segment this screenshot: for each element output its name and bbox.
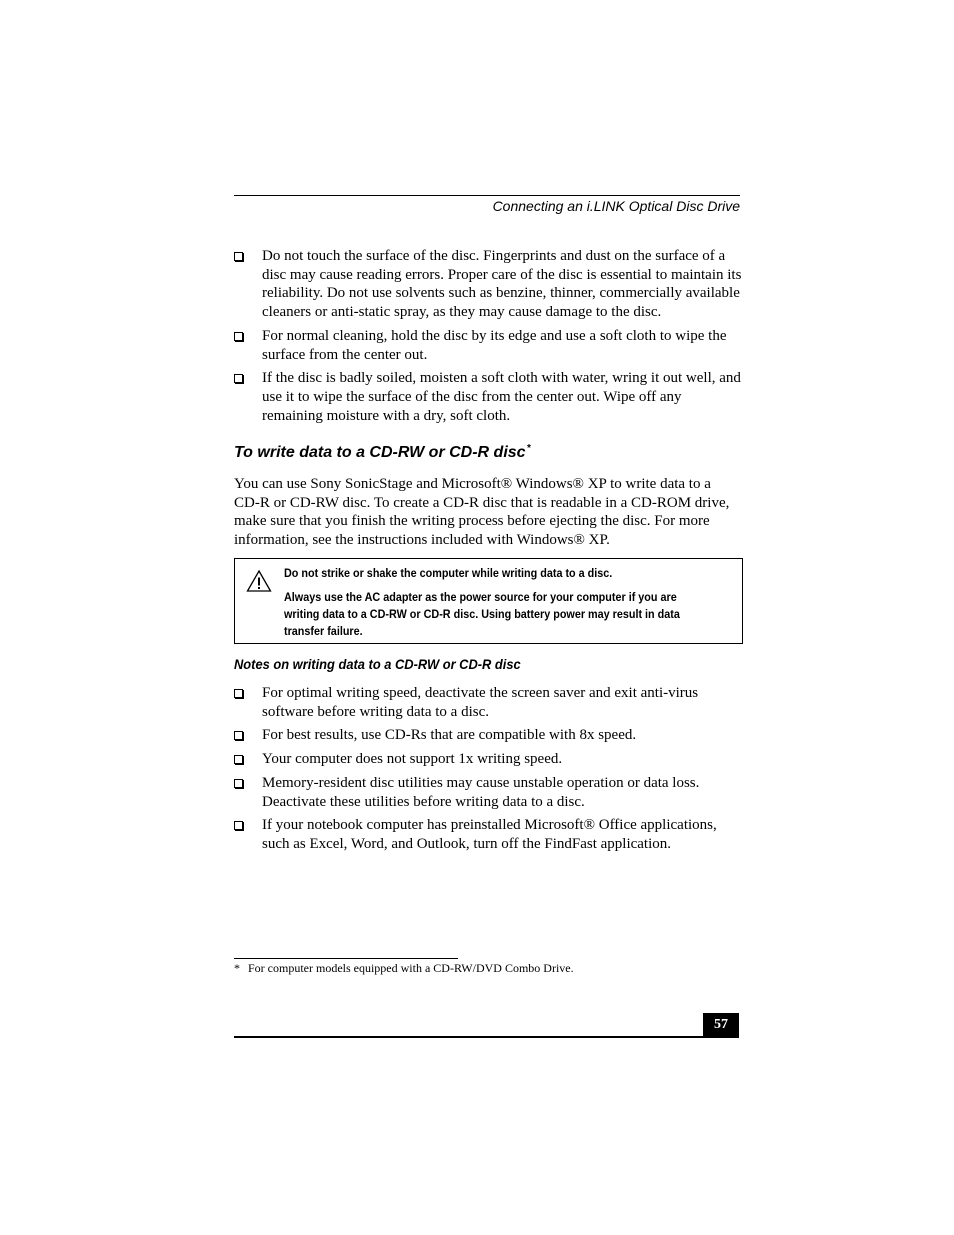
header-rule [234,195,740,196]
checkbox-bullet-icon [234,252,243,261]
footnote-marker: * [526,443,531,454]
warning-line: Always use the AC adapter as the power source for your computer if you are writing data to a CD-RW or CD-R disc. Using battery power may result in data transfer failure. [284,590,680,638]
list-item: Do not touch the surface of the disc. Fingerprints and dust on the surface of a disc may cause reading errors. Proper care of the disc is essential to maintain its reliability. Do not use solvents such as benzine, thinner, commercially available cleaners or anti-static spray, as they may cause damage to the disc. [234,247,744,322]
footer-rule [234,1036,739,1038]
running-header: Connecting an i.LINK Optical Disc Drive [492,198,740,214]
disc-care-list [234,247,744,430]
list-item: For optimal writing speed, deactivate the screen saver and exit anti-virus software before writing data to a disc. [234,684,744,721]
list-item: For best results, use CD-Rs that are compatible with 8x speed. [234,726,744,745]
list-item: If your notebook computer has preinstalled Microsoft® Office applications, such as Excel, Word, and Outlook, turn off the FindFast application. [234,816,744,853]
warning-box [234,558,743,644]
checkbox-bullet-icon [234,332,243,341]
checkbox-bullet-icon [234,731,243,740]
list-item: Memory-resident disc utilities may cause unstable operation or data loss. Deactivate these utilities before writing data to a disc. [234,774,744,811]
footnote-rule [234,958,458,959]
warning-triangle-icon [246,569,272,593]
section-paragraph: You can use Sony SonicStage and Microsoft® Windows® XP to write data to a CD-R or CD-RW disc. To create a CD-R disc that is readable in a CD-ROM drive, make sure that you finish the writing process before ejecting the disc. For more information, see the instructions included with Windows® XP. [234,476,730,549]
checkbox-bullet-icon [234,821,243,830]
section-heading: To write data to a CD-RW or CD-R disc* [234,443,531,461]
list-item: Your computer does not support 1x writing speed. [234,750,744,769]
footnote-marker: * [234,961,240,975]
checkbox-bullet-icon [234,779,243,788]
warning-line: Do not strike or shake the computer while writing data to a disc. [284,566,613,580]
list-item: For normal cleaning, hold the disc by its edge and use a soft cloth to wipe the surface from the center out. [234,327,744,364]
notes-list [234,684,744,859]
footnote-text: For computer models equipped with a CD-RW/DVD Combo Drive. [248,961,574,975]
checkbox-bullet-icon [234,689,243,698]
page-number: 57 [703,1013,739,1037]
checkbox-bullet-icon [234,374,243,383]
checkbox-bullet-icon [234,755,243,764]
list-item: If the disc is badly soiled, moisten a soft cloth with water, wring it out well, and use it to wipe the surface of the disc from the center out. Wipe off any remaining moisture with a dry, soft cloth. [234,369,744,425]
footnote [234,961,574,976]
warning-text [284,565,691,647]
notes-heading: Notes on writing data to a CD-RW or CD-R disc [234,656,521,672]
